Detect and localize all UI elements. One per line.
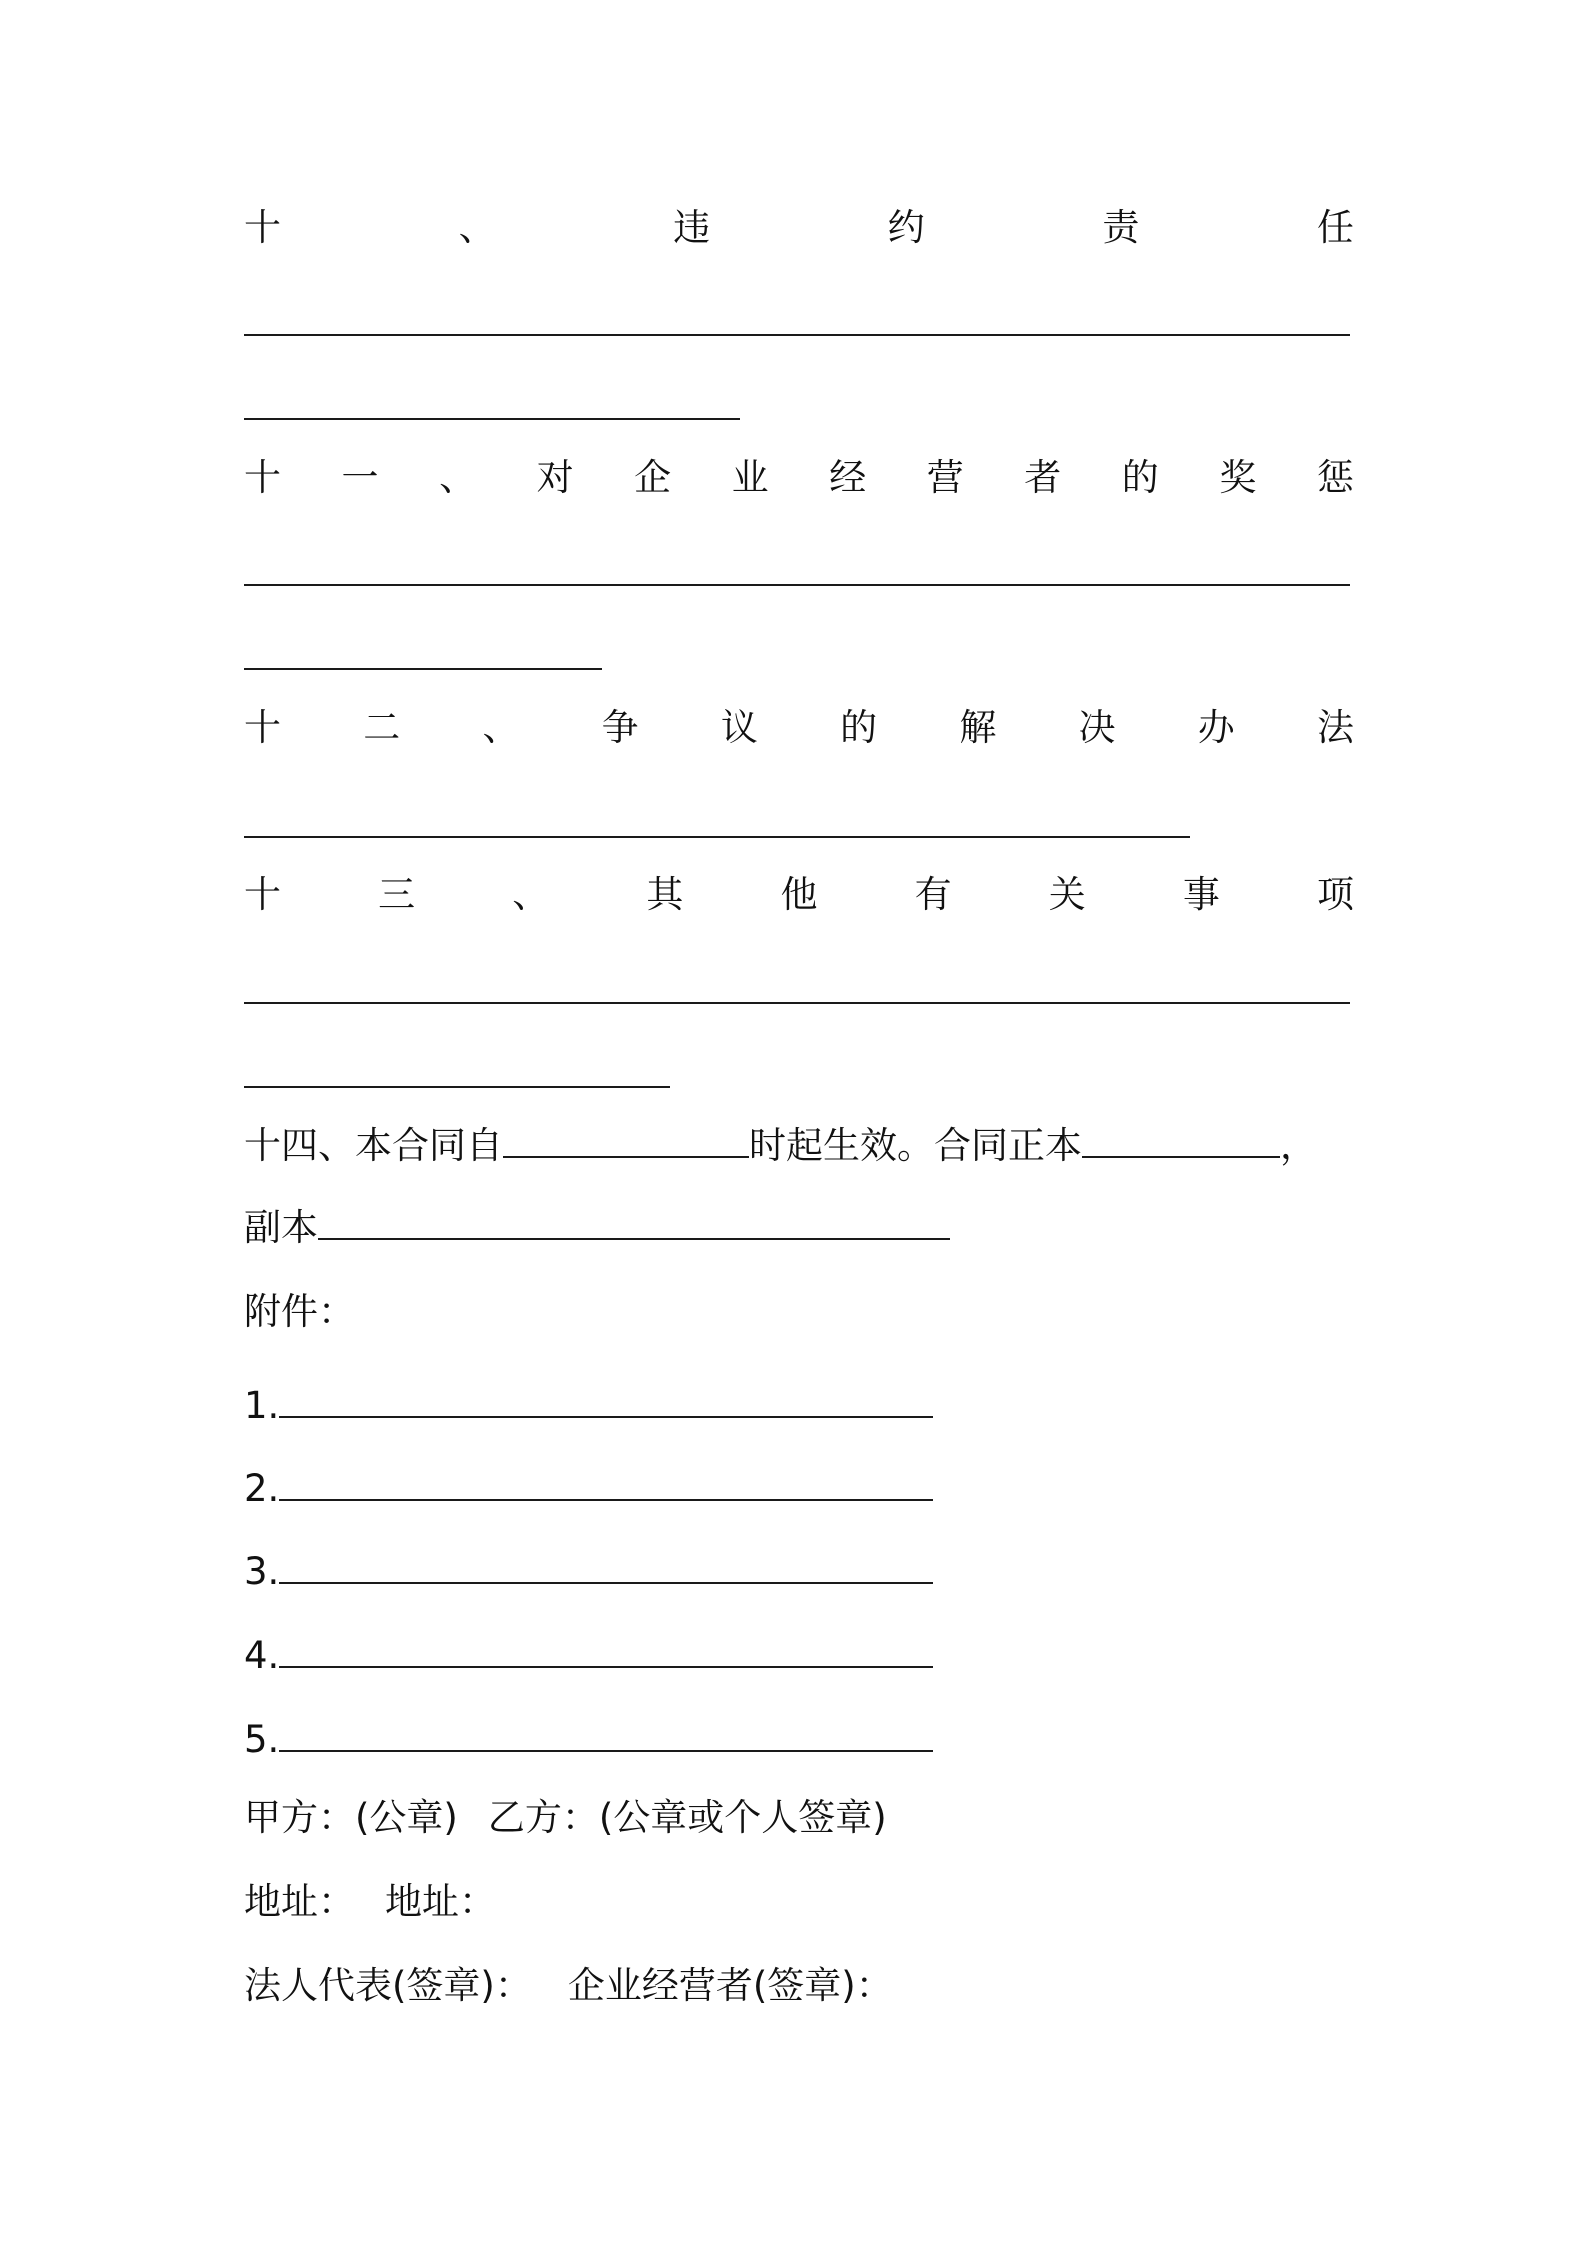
heading-char: 企 — [634, 456, 672, 499]
attachment-field[interactable] — [279, 1636, 933, 1668]
attachment-number: 1. — [244, 1384, 280, 1427]
effective-time-field[interactable] — [503, 1126, 749, 1158]
section-13-heading — [244, 873, 1354, 917]
legal-representative-label: 法人代表(签章)： — [244, 1964, 532, 2007]
heading-char: 业 — [731, 456, 769, 499]
heading-char: 、 — [458, 206, 496, 249]
attachment-number: 5. — [244, 1718, 280, 1761]
heading-char: 责 — [1102, 206, 1140, 249]
attachments-label: 附件： — [244, 1290, 355, 1333]
address-line — [244, 1880, 496, 1924]
heading-char: 议 — [720, 706, 758, 749]
original-copies-field[interactable] — [1082, 1126, 1280, 1158]
party-a-seal: 甲方：(公章) — [244, 1796, 458, 1839]
attachment-field[interactable] — [279, 1552, 933, 1584]
blank-line — [244, 1086, 670, 1088]
heading-char: 对 — [536, 456, 574, 499]
blank-line — [244, 836, 1190, 838]
heading-char: 二 — [363, 706, 401, 749]
heading-char: 法 — [1316, 706, 1354, 749]
attachment-number: 4. — [244, 1634, 280, 1677]
heading-char: 营 — [926, 456, 964, 499]
heading-char: 十 — [244, 206, 281, 249]
heading-char: 任 — [1316, 206, 1354, 249]
signature-line — [244, 1964, 893, 2008]
party-b-address-label: 地址： — [385, 1880, 496, 1923]
heading-char: 项 — [1317, 873, 1354, 916]
attachment-number: 2. — [244, 1467, 280, 1510]
party-a-address-label: 地址： — [244, 1880, 355, 1923]
section-14-line-2 — [244, 1206, 950, 1250]
heading-char: 的 — [1121, 456, 1159, 499]
attachment-item — [244, 1467, 933, 1511]
blank-line — [244, 668, 602, 670]
enterprise-operator-label: 企业经营者(签章)： — [567, 1964, 893, 2007]
heading-char: 约 — [887, 206, 925, 249]
section-10-heading — [244, 206, 1354, 250]
attachment-item — [244, 1550, 933, 1594]
attachment-item — [244, 1718, 933, 1762]
heading-char: 奖 — [1219, 456, 1257, 499]
heading-char: 十 — [244, 706, 281, 749]
heading-char: 经 — [829, 456, 867, 499]
blank-line — [244, 334, 1350, 336]
heading-char: 办 — [1197, 706, 1235, 749]
heading-char: 违 — [673, 206, 711, 249]
heading-char: 一 — [341, 456, 379, 499]
blank-line — [244, 584, 1350, 586]
heading-char: 、 — [512, 873, 550, 916]
attachment-field[interactable] — [279, 1469, 933, 1501]
section-14-text-mid: 时起生效。合同正本 — [749, 1124, 1082, 1167]
party-seal-line — [244, 1796, 887, 1840]
duplicate-copies-field[interactable] — [318, 1208, 950, 1240]
heading-char: 事 — [1182, 873, 1220, 916]
heading-char: 、 — [439, 456, 477, 499]
heading-char: 十 — [244, 873, 281, 916]
heading-char: 决 — [1078, 706, 1116, 749]
heading-char: 惩 — [1316, 456, 1354, 499]
duplicate-label: 副本 — [244, 1206, 318, 1249]
section-14-text-start: 十四、本合同自 — [244, 1124, 503, 1167]
section-12-heading — [244, 706, 1354, 750]
heading-char: 者 — [1024, 456, 1062, 499]
heading-char: 解 — [959, 706, 997, 749]
attachment-number: 3. — [244, 1550, 280, 1593]
heading-char: 三 — [378, 873, 416, 916]
heading-char: 有 — [914, 873, 952, 916]
section-14-line-1 — [244, 1124, 1317, 1168]
attachment-item — [244, 1384, 933, 1428]
section-14-comma: ， — [1280, 1124, 1317, 1167]
heading-char: 的 — [840, 706, 878, 749]
blank-line — [244, 418, 740, 420]
attachment-field[interactable] — [279, 1386, 933, 1418]
attachment-field[interactable] — [279, 1720, 933, 1752]
blank-line — [244, 1002, 1350, 1004]
heading-char: 其 — [646, 873, 684, 916]
heading-char: 争 — [601, 706, 639, 749]
heading-char: 、 — [482, 706, 520, 749]
heading-char: 他 — [780, 873, 818, 916]
section-11-heading — [244, 456, 1354, 500]
party-b-seal: 乙方：(公章或个人签章) — [487, 1796, 887, 1839]
heading-char: 关 — [1048, 873, 1086, 916]
attachment-item — [244, 1634, 933, 1678]
heading-char: 十 — [244, 456, 281, 499]
